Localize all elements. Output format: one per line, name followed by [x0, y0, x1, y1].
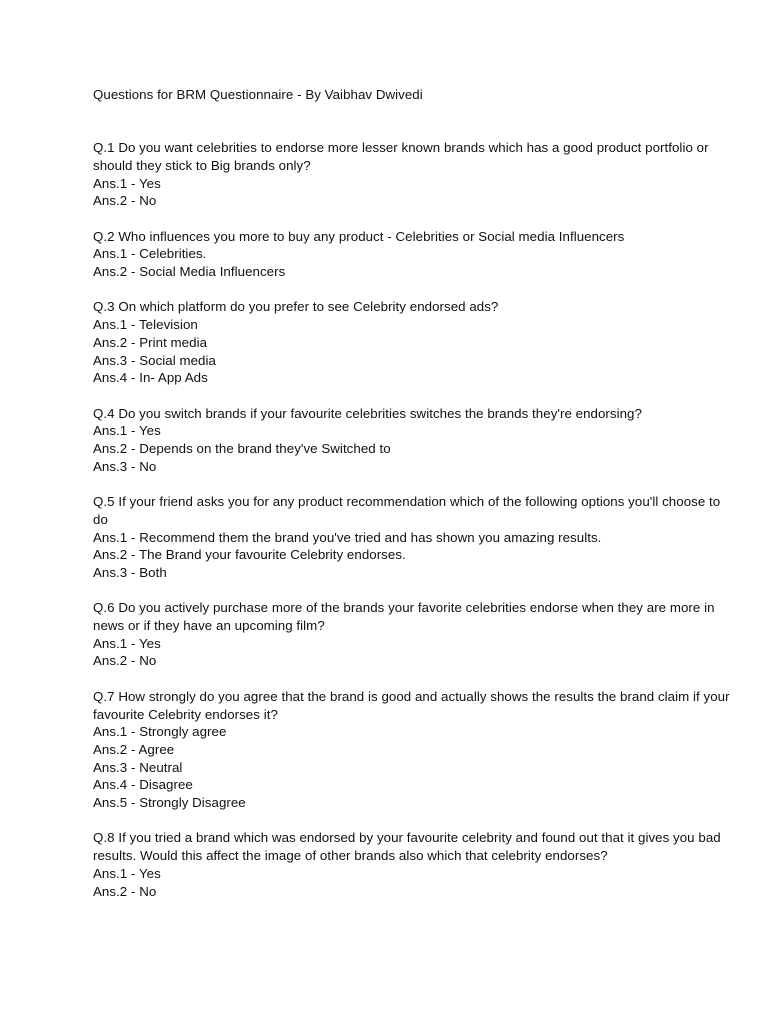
question-block-6 — [93, 599, 733, 670]
answer-option: Ans.1 - Television — [93, 317, 198, 333]
document-title: Questions for BRM Questionnaire - By Vaibhav Dwivedi — [93, 87, 423, 102]
document-page — [93, 86, 733, 918]
answer-option: Ans.2 - No — [93, 653, 157, 669]
question-list — [93, 139, 733, 900]
question-block-7 — [93, 688, 733, 812]
answer-option: Ans.2 - Agree — [93, 741, 175, 757]
answer-option: Ans.2 - The Brand your favourite Celebrity endorses. — [93, 547, 406, 563]
question-text: Q.8 If you tried a brand which was endorsed by your favourite celebrity and found out that it gives you bad results. Would this affect the image of other brands also which that celebrity endorses? — [93, 830, 721, 864]
answer-option: Ans.1 - Yes — [93, 423, 161, 439]
answer-option: Ans.3 - Social media — [93, 352, 216, 368]
answer-option: Ans.2 - No — [93, 193, 157, 209]
question-text: Q.2 Who influences you more to buy any product - Celebrities or Social media Influencers — [93, 228, 625, 244]
question-text: Q.6 Do you actively purchase more of the brands your favorite celebrities endorse when they are more in news or if they have an upcoming film? — [93, 600, 715, 633]
question-text: Q.7 How strongly do you agree that the brand is good and actually shows the results the brand claim if your favourite Celebrity endorses it? — [93, 688, 730, 722]
question-block-2 — [93, 228, 733, 281]
question-text: Q.1 Do you want celebrities to endorse more lesser known brands which has a good product portfolio or should they stick to Big brands only? — [93, 140, 709, 173]
question-block-5 — [93, 493, 733, 582]
question-block-4 — [93, 405, 733, 476]
answer-option: Ans.1 - Strongly agree — [93, 724, 227, 740]
answer-option: Ans.1 - Yes — [93, 865, 161, 881]
answer-option: Ans.2 - No — [93, 883, 157, 899]
question-block-3 — [93, 298, 733, 387]
answer-option: Ans.4 - In- App Ads — [93, 370, 208, 386]
answer-option: Ans.1 - Yes — [93, 635, 161, 651]
answer-option: Ans.3 - Neutral — [93, 759, 183, 775]
question-text: Q.5 If your friend asks you for any product recommendation which of the following options you'll choose to do — [93, 494, 721, 527]
question-text: Q.3 On which platform do you prefer to see Celebrity endorsed ads? — [93, 299, 499, 315]
question-block-8 — [93, 829, 733, 900]
answer-option: Ans.1 - Celebrities. — [93, 246, 207, 262]
answer-option: Ans.2 - Print media — [93, 334, 208, 350]
answer-option: Ans.3 - No — [93, 458, 157, 474]
answer-option: Ans.1 - Yes — [93, 175, 161, 191]
question-block-1 — [93, 139, 733, 210]
answer-option: Ans.2 - Depends on the brand they've Switched to — [93, 441, 391, 456]
question-text: Q.4 Do you switch brands if your favourite celebrities switches the brands they're endorsing? — [93, 405, 642, 421]
answer-option: Ans.4 - Disagree — [93, 777, 193, 793]
answer-option: Ans.1 - Recommend them the brand you've tried and has shown you amazing results. — [93, 529, 602, 545]
answer-option: Ans.5 - Strongly Disagree — [93, 795, 246, 811]
answer-option: Ans.3 - Both — [93, 564, 167, 580]
answer-option: Ans.2 - Social Media Influencers — [93, 264, 286, 279]
